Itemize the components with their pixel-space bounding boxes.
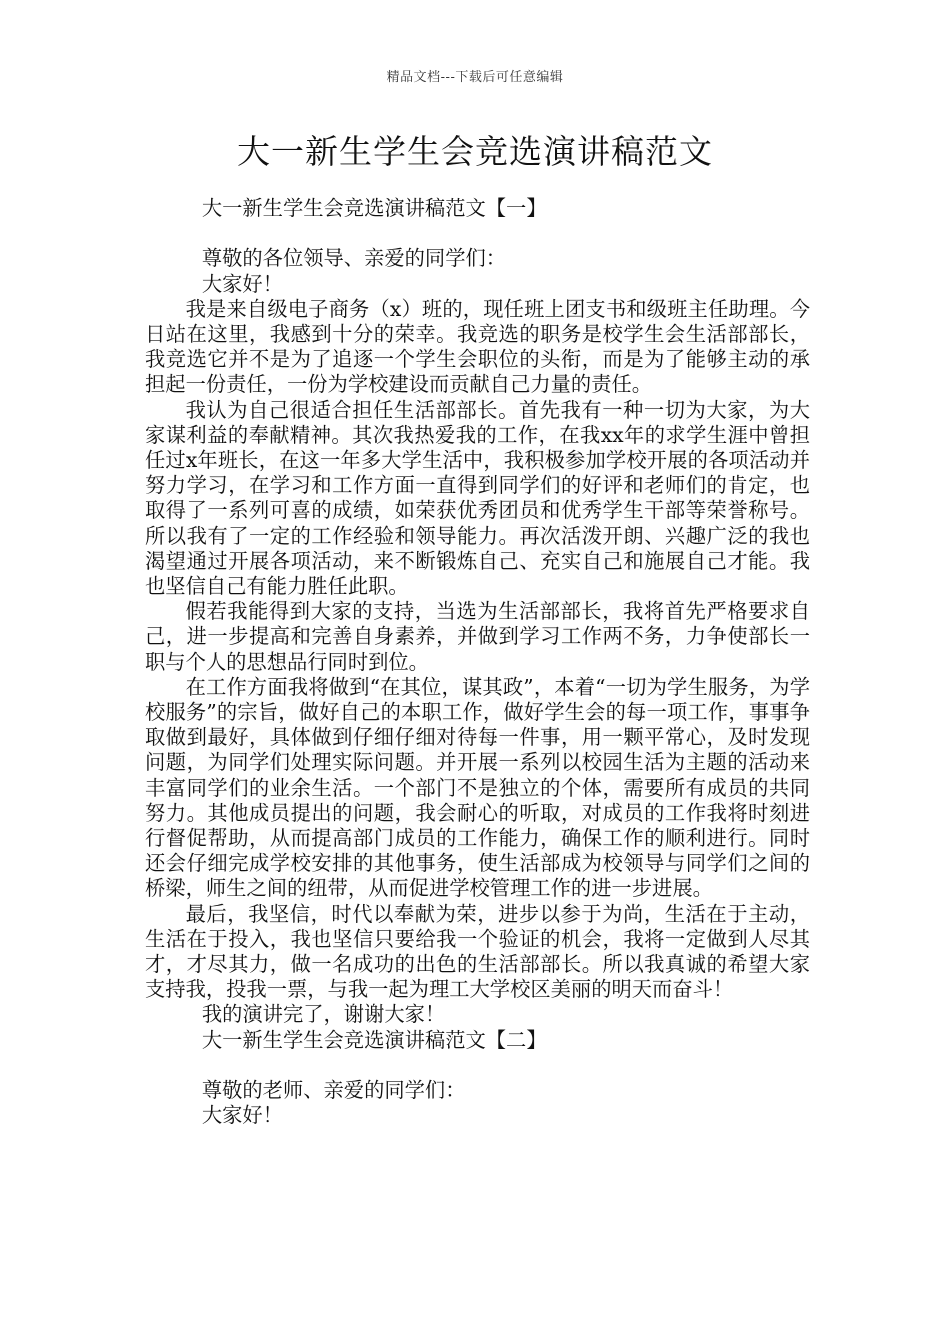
section-heading-2: 大一新生学生会竞选演讲稿范文【二】 [201, 1027, 547, 1052]
closing-line-1: 我的演讲完了，谢谢大家！ [201, 1002, 446, 1027]
document-title: 大一新生学生会竞选演讲稿范文 [237, 132, 713, 171]
greeting-2: 大家好！ [201, 1103, 283, 1128]
header-note: 精品文档---下载后可任意编辑 [386, 70, 564, 85]
document-body [145, 196, 810, 1128]
paragraph-2: 我认为自己很适合担任生活部部长。首先我有一种一切为大家，为大家谋利益的奉献精神。其次我热爱我的工作，在我xx年的求学生涯中曾担任过x年班长，在这一年多大学生活中，我积极参加学校开展的各项活动并努力学习，在学习和工作方面一直得到同学们的好评和老师们的肯定，也取得了一系列可喜的成绩，如荣获优秀团员和优秀学生干部等荣誉称号。所以我有了一定的工作经验和领导能力。再次活泼开朗、兴趣广泛的我也渴望通过开展各项活动，来不断锻炼自己、充实自己和施展自己才能。我也坚信自己有能力胜任此职。 [145, 397, 810, 599]
paragraph-1: 我是来自级电子商务（x）班的，现任班上团支书和级班主任助理。今日站在这里，我感到十分的荣幸。我竞选的职务是校学生会生活部部长，我竞选它并不是为了追逐一个学生会职位的头衔，而是为了能够主动的承担起一份责任，一份为学校建设而贡献自己力量的责任。 [145, 296, 810, 397]
salutation-1: 尊敬的各位领导、亲爱的同学们： [201, 246, 507, 271]
salutation-2: 尊敬的老师、亲爱的同学们： [201, 1078, 466, 1103]
paragraph-4: 在工作方面我将做到“在其位，谋其政”，本着“一切为学生服务，为学校服务”的宗旨，做好自己的本职工作，做好学生会的每一项工作，事事争取做到最好，具体做到仔细仔细对待每一件事，用一颗平常心，及时发现问题，为同学们处理实际问题。并开展一系列以校园生活为主题的活动来丰富同学们的业余生活。一个部门不是独立的个体，需要所有成员的共同努力。其他成员提出的问题，我会耐心的听取，对成员的工作我将时刻进行督促帮助，从而提高部门成员的工作能力，确保工作的顺利进行。同时还会仔细完成学校安排的其他事务，使生活部成为校领导与同学们之间的桥梁，师生之间的纽带，从而促进学校管理工作的进一步进展。 [145, 674, 810, 901]
greeting-1: 大家好！ [201, 271, 283, 296]
paragraph-3: 假若我能得到大家的支持，当选为生活部部长，我将首先严格要求自己，进一步提高和完善自身素养，并做到学习工作两不务，力争使部长一职与个人的思想品行同时到位。 [145, 599, 810, 674]
paragraph-5: 最后，我坚信，时代以奉献为荣，进步以参于为尚，生活在于主动，生活在于投入，我也坚信只要给我一个验证的机会，我将一定做到人尽其才，才尽其力，做一名成功的出色的生活部部长。所以我真诚的希望大家支持我，投我一票，与我一起为理工大学校区美丽的明天而奋斗！ [145, 901, 810, 1002]
section-heading-1: 大一新生学生会竞选演讲稿范文【一】 [201, 196, 547, 220]
